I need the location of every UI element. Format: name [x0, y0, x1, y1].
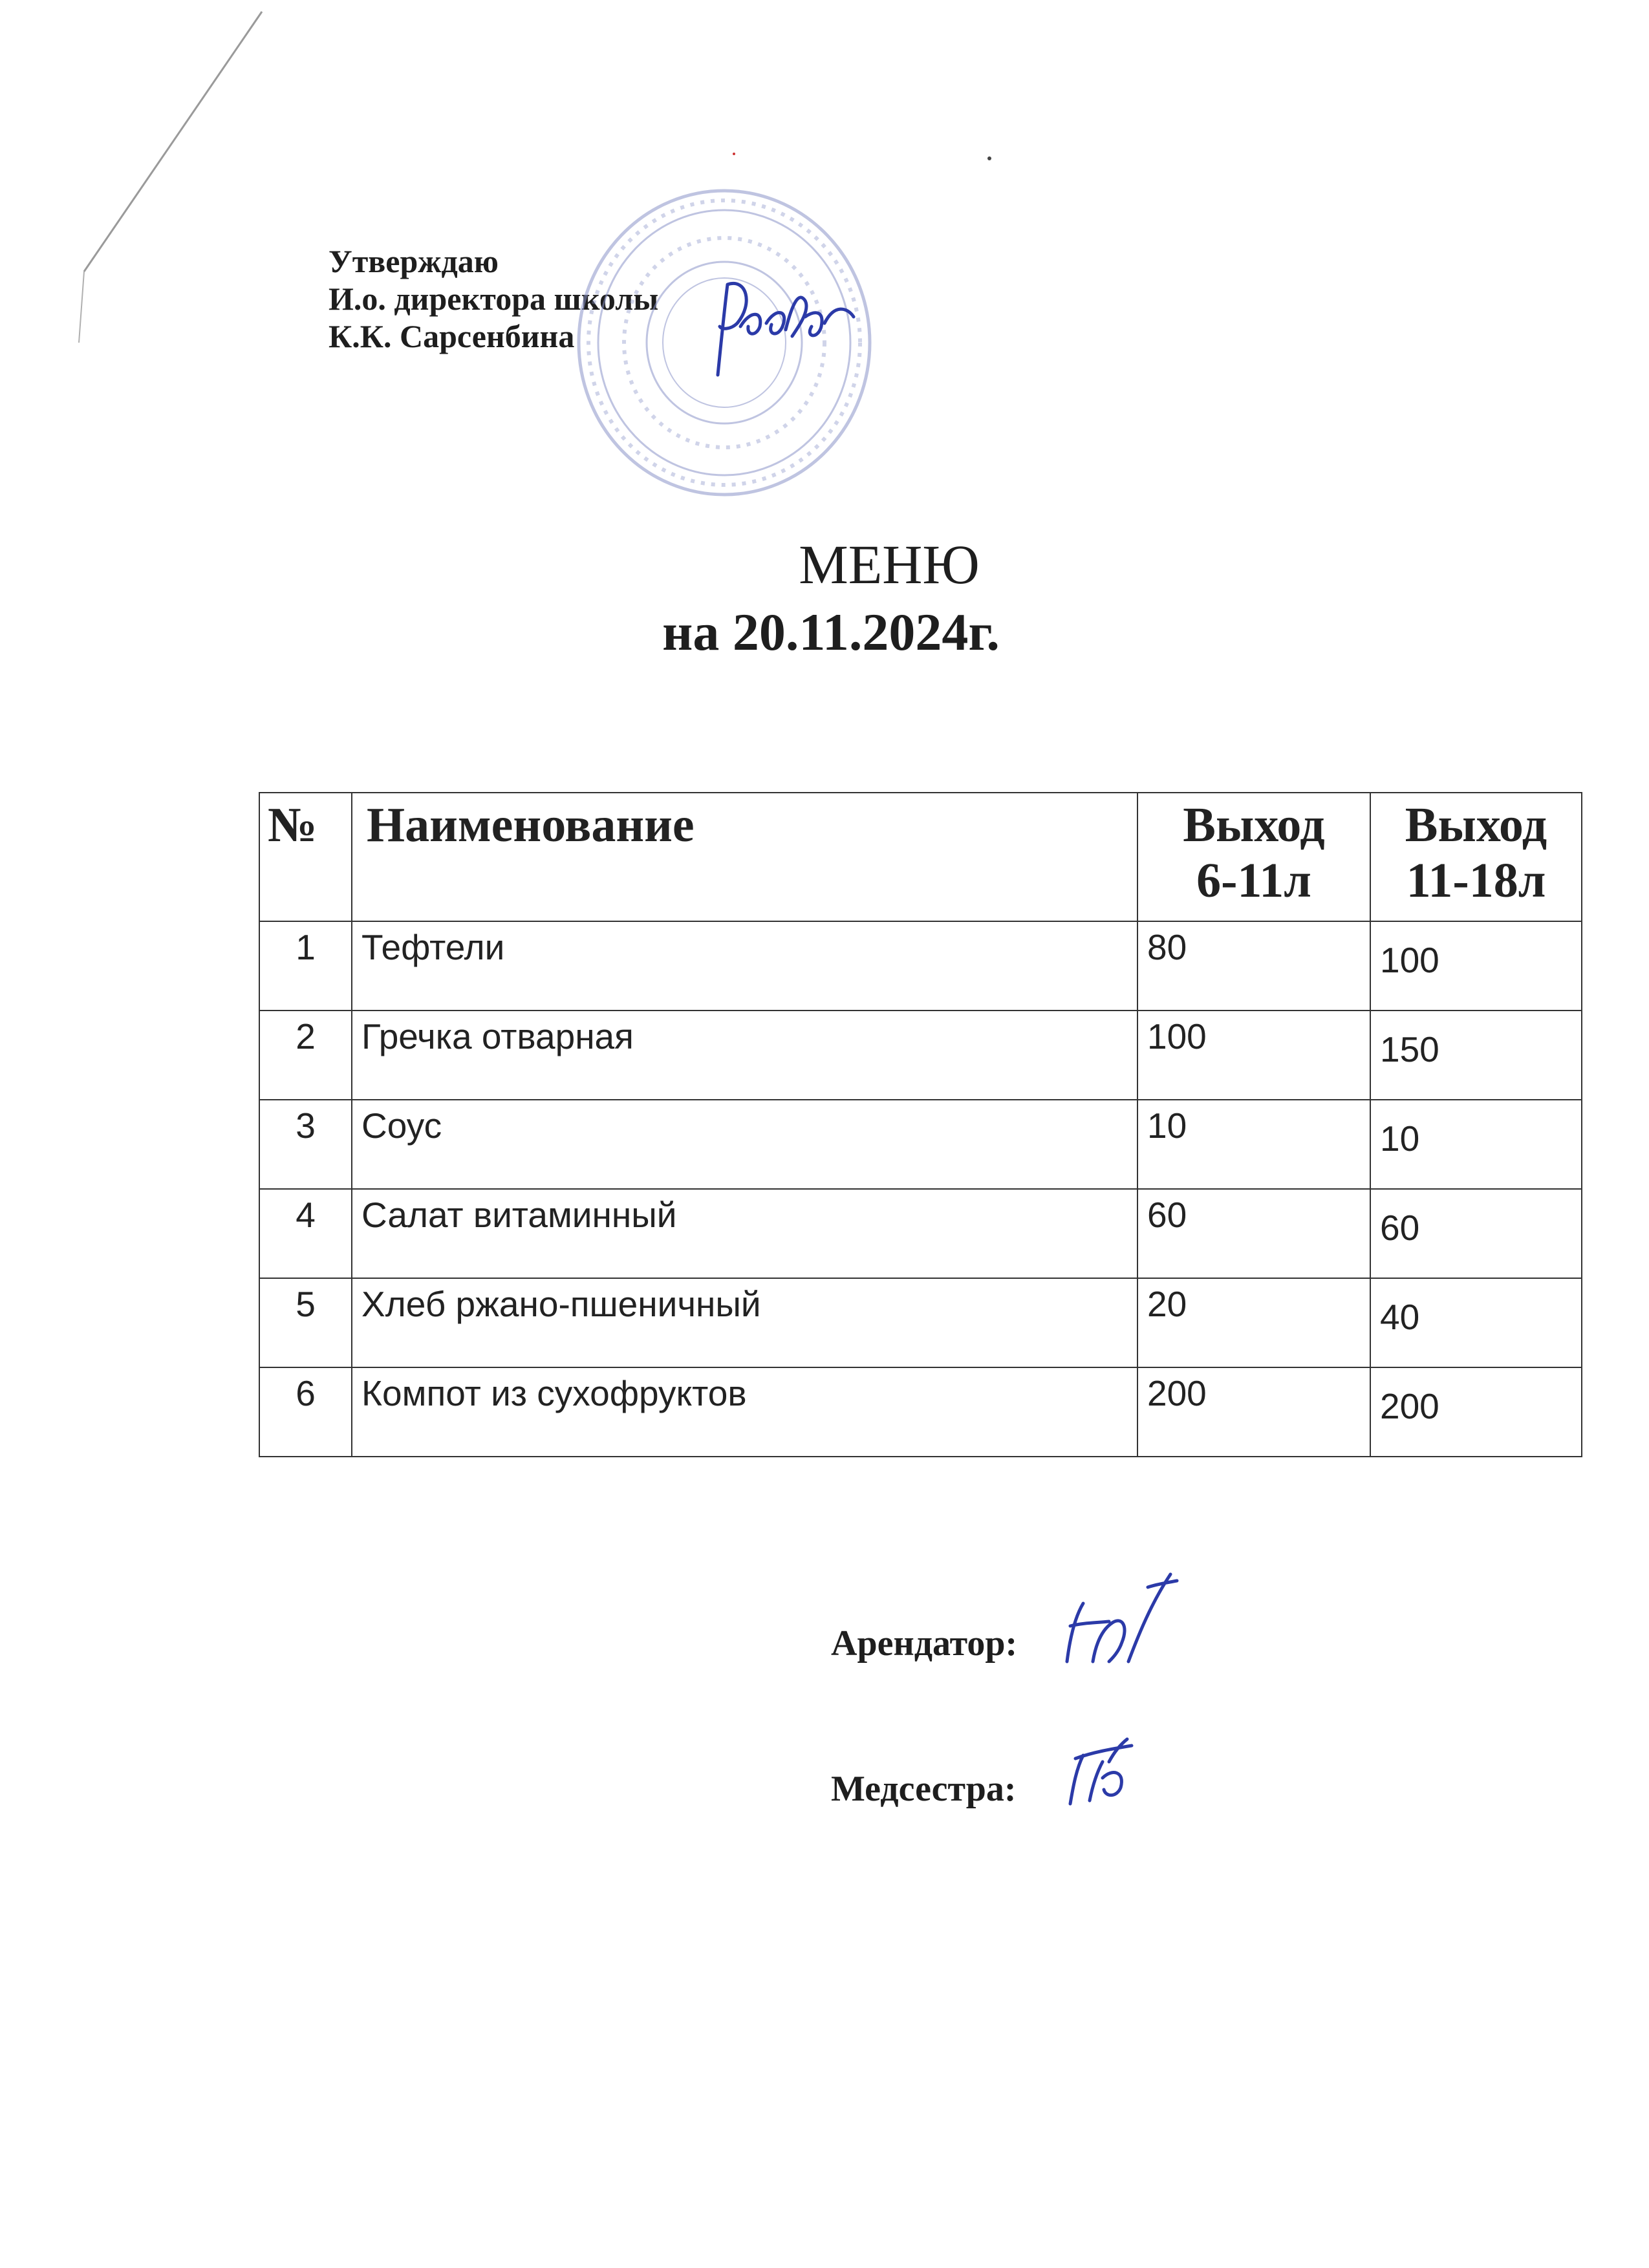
row-number: 1	[259, 921, 352, 1011]
row-yield-6-11: 60	[1137, 1189, 1370, 1278]
row-yield-11-18: 100	[1370, 921, 1582, 1011]
nurse-signature	[1064, 1733, 1141, 1810]
table-row	[259, 921, 1582, 1011]
header-yield-6-11-line2: 6-11л	[1196, 853, 1311, 908]
approval-line-approve: Утверждаю	[329, 243, 499, 279]
row-yield-11-18: 40	[1370, 1278, 1582, 1367]
row-yield-6-11: 200	[1137, 1367, 1370, 1457]
row-dish-name: Салат витаминный	[352, 1189, 1137, 1278]
approval-block	[329, 242, 658, 355]
tenant-signature-label: Арендатор:	[831, 1623, 1018, 1664]
row-yield-6-11: 80	[1137, 921, 1370, 1011]
director-signature	[702, 265, 863, 394]
nurse-signature-label: Медсестра:	[831, 1769, 1017, 1809]
tenant-signature	[1057, 1565, 1180, 1674]
menu-table	[259, 792, 1582, 1457]
row-yield-6-11: 20	[1137, 1278, 1370, 1367]
row-dish-name: Соус	[352, 1100, 1137, 1189]
approval-line-position: И.о. директора школы	[329, 281, 659, 317]
row-number: 2	[259, 1011, 352, 1100]
row-dish-name: Тефтели	[352, 921, 1137, 1011]
row-dish-name: Гречка отварная	[352, 1011, 1137, 1100]
row-dish-name: Компот из сухофруктов	[352, 1367, 1137, 1457]
header-yield-11-18-line2: 11-18л	[1406, 853, 1546, 908]
row-number: 5	[259, 1278, 352, 1367]
row-yield-11-18: 60	[1370, 1189, 1582, 1278]
menu-title: МЕНЮ	[799, 533, 980, 595]
header-yield-11-18-line1: Выход	[1405, 798, 1547, 852]
row-number: 6	[259, 1367, 352, 1457]
approval-line-name: К.К. Сарсенбина	[329, 318, 575, 354]
table-row	[259, 1011, 1582, 1100]
table-header-row	[259, 793, 1582, 921]
row-yield-6-11: 10	[1137, 1100, 1370, 1189]
row-number: 3	[259, 1100, 352, 1189]
header-yield-6-11	[1137, 793, 1370, 921]
row-yield-11-18: 10	[1370, 1100, 1582, 1189]
header-yield-11-18	[1370, 793, 1582, 921]
row-yield-11-18: 150	[1370, 1011, 1582, 1100]
table-row	[259, 1278, 1582, 1367]
table-row	[259, 1189, 1582, 1278]
table-row	[259, 1367, 1582, 1457]
table-row	[259, 1100, 1582, 1189]
header-yield-6-11-line1: Выход	[1183, 798, 1325, 852]
row-number: 4	[259, 1189, 352, 1278]
header-number: №	[259, 793, 352, 921]
header-name: Наименование	[352, 793, 1137, 921]
menu-date: на 20.11.2024г.	[662, 603, 1000, 661]
row-dish-name: Хлеб ржано-пшеничный	[352, 1278, 1137, 1367]
row-yield-6-11: 100	[1137, 1011, 1370, 1100]
row-yield-11-18: 200	[1370, 1367, 1582, 1457]
